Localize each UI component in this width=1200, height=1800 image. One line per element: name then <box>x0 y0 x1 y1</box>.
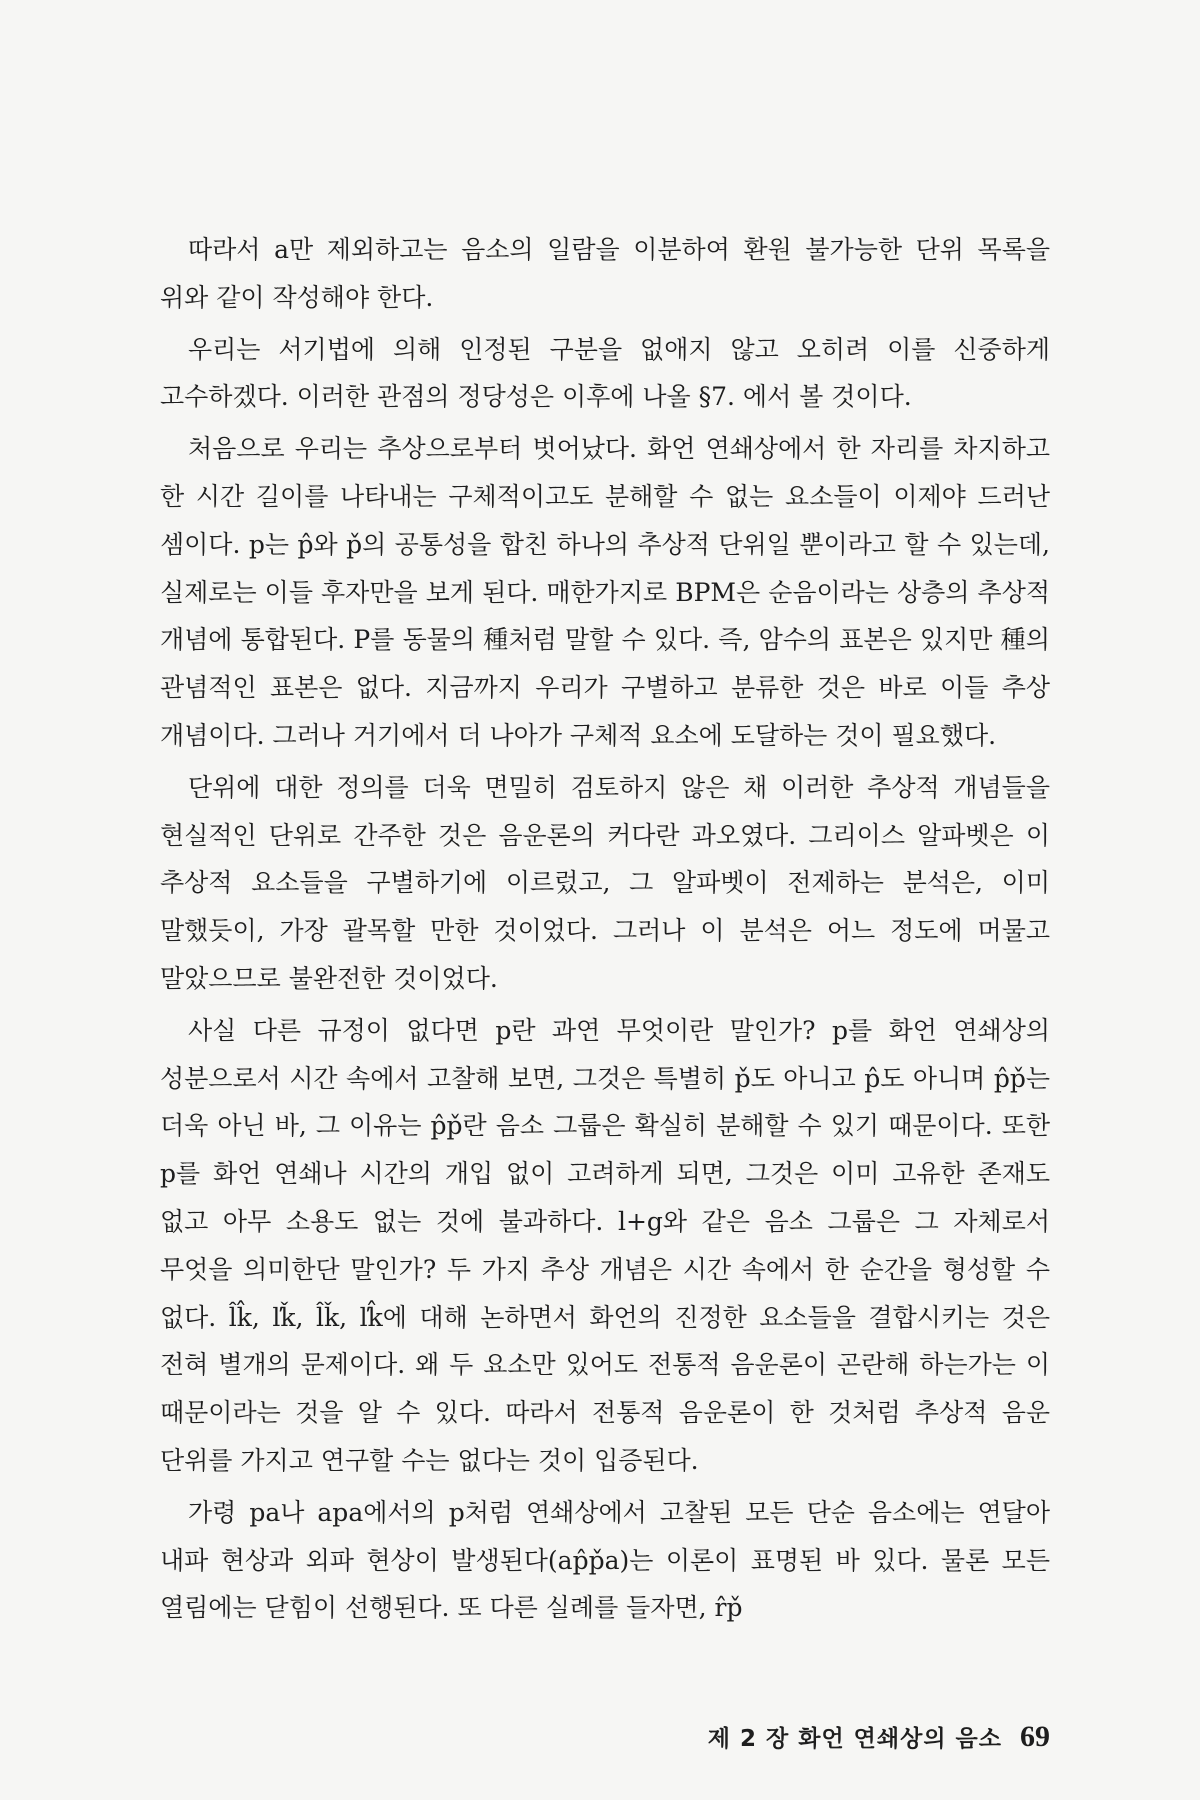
paragraph: 따라서 a만 제외하고는 음소의 일람을 이분하여 환원 불가능한 단위 목록을 위와 같이 작성해야 한다. <box>160 235 1050 312</box>
page-number: 69 <box>1020 1720 1050 1753</box>
body-text <box>160 226 1050 1636</box>
paragraph: 사실 다른 규정이 없다면 p란 과연 무엇이란 말인가? p를 화언 연쇄상의 성분으로서 시간 속에서 고찰해 보면, 그것은 특별히 p̌도 아니고 p̂도 아니며 p̂p̌는 더욱 아닌 바, 그 이유는 p̂p̌란 음소 그룹은 확실히 분해할 수 있기 때문이다. 또한 p를 화언 연쇄나 시간의 개입 없이 고려하게 되면, 그것은 이미 고유한 존재도 없고 아무 소용도 없는 것에 불과하다. l+g와 같은 음소 그룹은 그 자체로서 무엇을 의미한단 말인가? 두 가지 추상 개념은 시간 속에서 한 순간을 형성할 수 없다. l̂k̂, ľǩ, l̂ǩ, ľk̂에 대해 논하면서 화언의 진정한 요소들을 결합시키는 것은 전혀 별개의 문제이다. 왜 두 요소만 있어도 전통적 음운론이 곤란해 하는가는 이 때문이라는 것을 알 수 있다. 따라서 전통적 음운론이 한 것처럼 추상적 음운 단위를 가지고 연구할 수는 없다는 것이 입증된다. <box>160 1015 1050 1475</box>
paragraph: 우리는 서기법에 의해 인정된 구분을 없애지 않고 오히려 이를 신중하게 고수하겠다. 이러한 관점의 정당성은 이후에 나올 §7. 에서 볼 것이다. <box>160 334 1050 412</box>
page-footer <box>600 1720 1050 1754</box>
paragraph: 단위에 대한 정의를 더욱 면밀히 검토하지 않은 채 이러한 추상적 개념들을 현실적인 단위로 간주한 것은 음운론의 커다란 과오였다. 그리이스 알파벳은 이 추상적 요소들을 구별하기에 이르렀고, 그 알파벳이 전제하는 분석은, 이미 말했듯이, 가장 괄목할 만한 것이었다. 그러나 이 분석은 어느 정도에 머물고 말았으므로 불완전한 것이었다. <box>160 772 1050 993</box>
running-head: 제 2 장 화언 연쇄상의 음소 <box>707 1726 1002 1752</box>
paragraph: 처음으로 우리는 추상으로부터 벗어났다. 화언 연쇄상에서 한 자리를 차지하고 한 시간 길이를 나타내는 구체적이고도 분해할 수 없는 요소들이 이제야 드러난 셈이다. p는 p̂와 p̌의 공통성을 합친 하나의 추상적 단위일 뿐이라고 할 수 있는데, 실제로는 이들 후자만을 보게 된다. 매한가지로 BPM은 순음이라는 상층의 추상적 개념에 통합된다. P를 동물의 種처럼 말할 수 있다. 즉, 암수의 표본은 있지만 種의 관념적인 표본은 없다. 지금까지 우리가 구별하고 분류한 것은 바로 이들 추상 개념이다. 그러나 거기에서 더 나아가 구체적 요소에 도달하는 것이 필요했다. <box>160 434 1050 750</box>
paragraph: 가령 pa나 apa에서의 p처럼 연쇄상에서 고찰된 모든 단순 음소에는 연달아 내파 현상과 외파 현상이 발생된다(ap̂p̌a)는 이론이 표명된 바 있다. 물론 모든 열림에는 닫힘이 선행된다. 또 다른 실례를 들자면, r̂p̌ <box>160 1497 1050 1623</box>
